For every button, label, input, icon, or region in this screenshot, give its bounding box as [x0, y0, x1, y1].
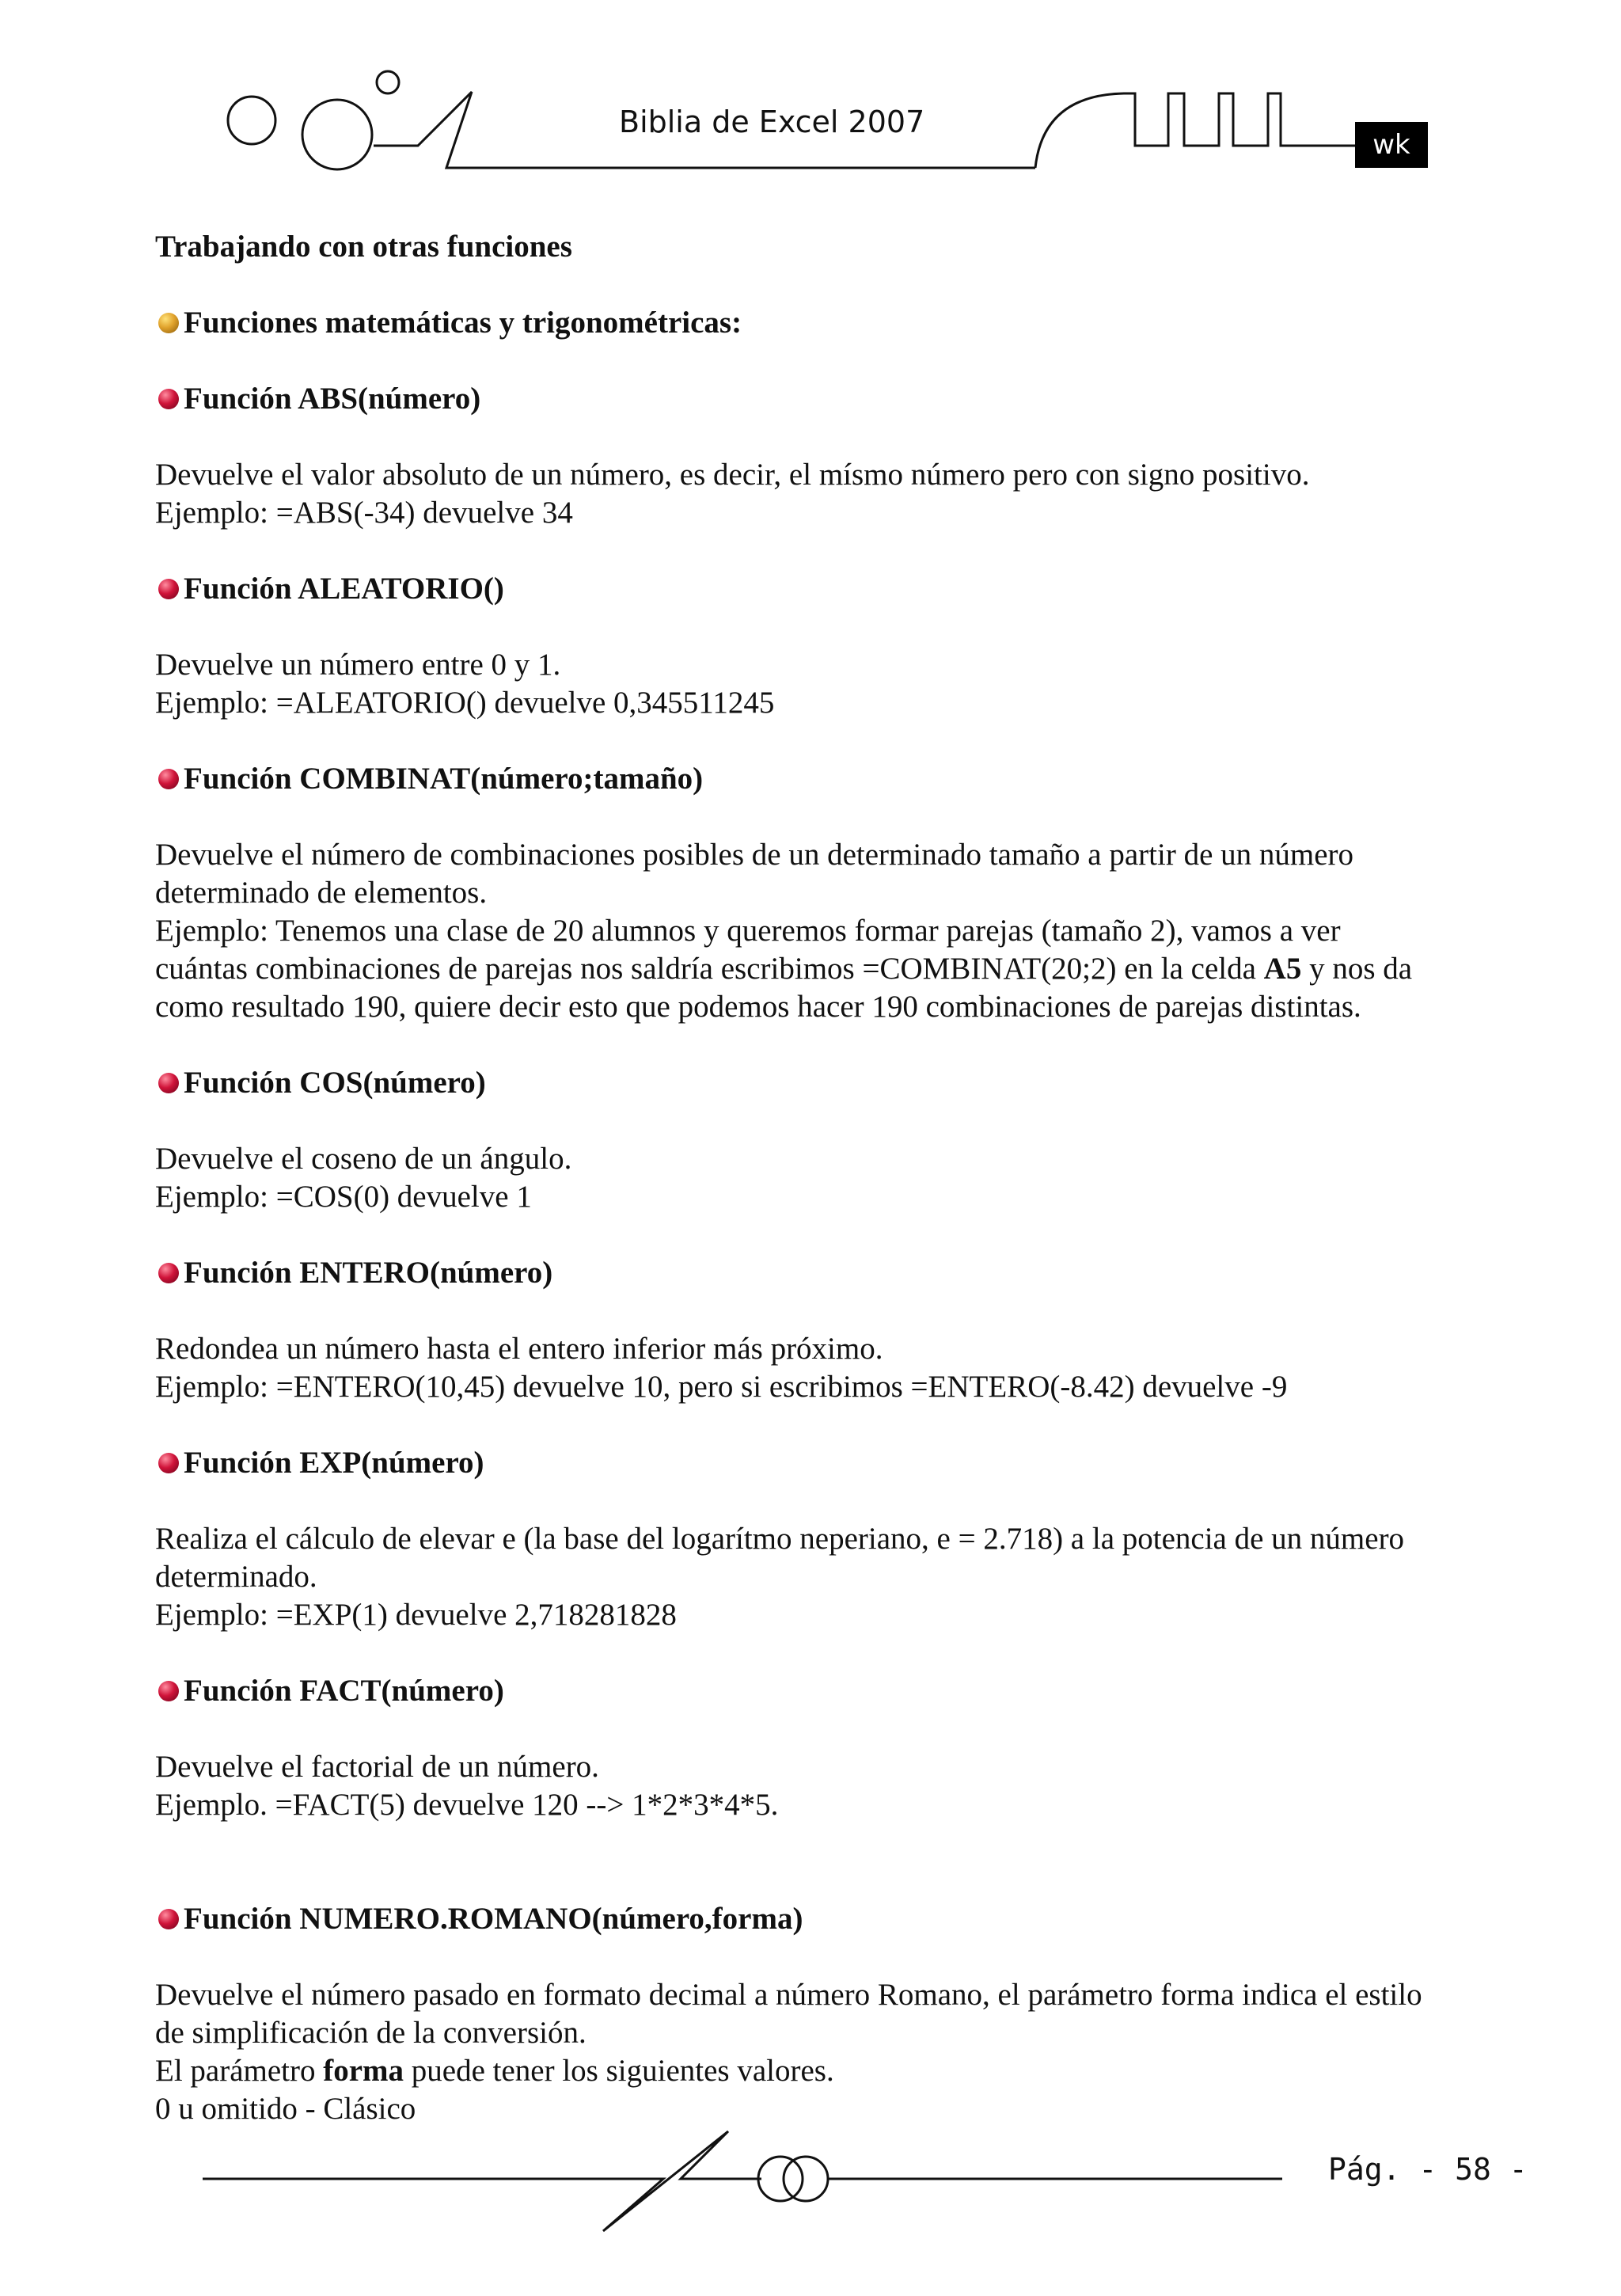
- function-description-aleatorio: [155, 646, 1501, 722]
- red-bullet-icon: [158, 579, 179, 599]
- function-description-fact: [155, 1748, 1501, 1824]
- red-bullet-icon: [158, 1263, 179, 1283]
- document-title: Biblia de Excel 2007: [619, 105, 925, 139]
- function-description-abs: [155, 456, 1501, 532]
- description-text: El parámetro: [155, 2054, 324, 2088]
- red-bullet-icon: [158, 769, 179, 789]
- category-title: Funciones matemáticas y trigonométricas:: [184, 306, 742, 340]
- description-line: determinado de elementos.: [155, 876, 488, 910]
- description-text: puede tener los siguientes valores.: [404, 2054, 834, 2088]
- description-line: Devuelve el número pasado en formato decimal a número Romano, el parámetro forma indica el estilo: [155, 1978, 1422, 2012]
- spacer: [155, 1862, 1501, 1900]
- function-title: Función COS(número): [184, 1066, 486, 1100]
- red-bullet-icon: [158, 1681, 179, 1701]
- description-line: Redondea un número hasta el entero inferior más próximo.: [155, 1332, 883, 1366]
- parameter-name: forma: [323, 2054, 404, 2088]
- red-bullet-icon: [158, 389, 179, 409]
- description-line: Devuelve el coseno de un ángulo.: [155, 1142, 572, 1176]
- description-line: Realiza el cálculo de elevar e (la base del logarítmo neperiano, e = 2.718) a la potencia de un número: [155, 1522, 1405, 1556]
- function-title: Función FACT(número): [184, 1674, 504, 1708]
- description-line: Devuelve el número de combinaciones posibles de un determinado tamaño a partir de un número: [155, 838, 1354, 872]
- example-text: y nos da: [1301, 952, 1413, 986]
- value-line: 0 u omitido - Clásico: [155, 2092, 416, 2126]
- function-description-combinat: [155, 836, 1501, 1026]
- function-heading-numero-romano: [155, 1900, 1501, 1938]
- function-title: Función COMBINAT(número;tamaño): [184, 762, 704, 796]
- category-heading: [155, 304, 1501, 342]
- example-line: Ejemplo: =ABS(-34) devuelve 34: [155, 496, 573, 530]
- example-line: como resultado 190, quiere decir esto que podemos hacer 190 combinaciones de parejas distintas.: [155, 990, 1361, 1024]
- cell-reference: A5: [1263, 952, 1302, 986]
- function-title: Función EXP(número): [184, 1446, 484, 1480]
- example-line: Ejemplo: Tenemos una clase de 20 alumnos y queremos formar parejas (tamaño 2), vamos a ver: [155, 914, 1341, 948]
- function-title: Función ABS(número): [184, 382, 481, 416]
- description-line: Devuelve el factorial de un número.: [155, 1750, 599, 1784]
- example-line: [155, 950, 1501, 988]
- page-number: Pág. - 58 -: [1328, 2152, 1528, 2187]
- function-description-entero: [155, 1330, 1501, 1406]
- description-line: de simplificación de la conversión.: [155, 2016, 587, 2050]
- example-line: Ejemplo. =FACT(5) devuelve 120 --> 1*2*3*4*5.: [155, 1788, 779, 1822]
- function-heading-aleatorio: [155, 570, 1501, 608]
- function-heading-fact: [155, 1672, 1501, 1710]
- function-heading-abs: [155, 380, 1501, 418]
- function-title: Función ENTERO(número): [184, 1256, 553, 1290]
- red-bullet-icon: [158, 1073, 179, 1093]
- section-title: Trabajando con otras funciones: [155, 230, 572, 264]
- example-line: Ejemplo: =ENTERO(10,45) devuelve 10, pero si escribimos =ENTERO(-8.42) devuelve -9: [155, 1370, 1288, 1404]
- wk-badge: wk: [1355, 122, 1428, 168]
- function-heading-combinat: [155, 760, 1501, 798]
- description-line: Devuelve un número entre 0 y 1.: [155, 648, 561, 682]
- description-line: Devuelve el valor absoluto de un número, es decir, el mísmo número pero con signo positivo.: [155, 458, 1310, 492]
- function-title: Función NUMERO.ROMANO(número,forma): [184, 1902, 803, 1936]
- page-content: [155, 228, 1501, 2166]
- function-description-numero-romano: [155, 1976, 1501, 2128]
- function-heading-exp: [155, 1444, 1501, 1482]
- function-heading-entero: [155, 1254, 1501, 1292]
- function-description-cos: [155, 1140, 1501, 1216]
- gold-bullet-icon: [158, 313, 179, 333]
- function-heading-cos: [155, 1064, 1501, 1102]
- example-text: cuántas combinaciones de parejas nos saldría escribimos =COMBINAT(20;2) en la celda: [155, 952, 1264, 986]
- example-line: Ejemplo: =ALEATORIO() devuelve 0,345511245: [155, 686, 775, 720]
- function-title: Función ALEATORIO(): [184, 572, 504, 606]
- example-line: Ejemplo: =EXP(1) devuelve 2,718281828: [155, 1598, 677, 1632]
- description-line: [155, 2052, 1501, 2090]
- red-bullet-icon: [158, 1453, 179, 1473]
- example-line: Ejemplo: =COS(0) devuelve 1: [155, 1180, 532, 1214]
- red-bullet-icon: [158, 1909, 179, 1929]
- function-description-exp: [155, 1520, 1501, 1634]
- description-line: determinado.: [155, 1560, 317, 1594]
